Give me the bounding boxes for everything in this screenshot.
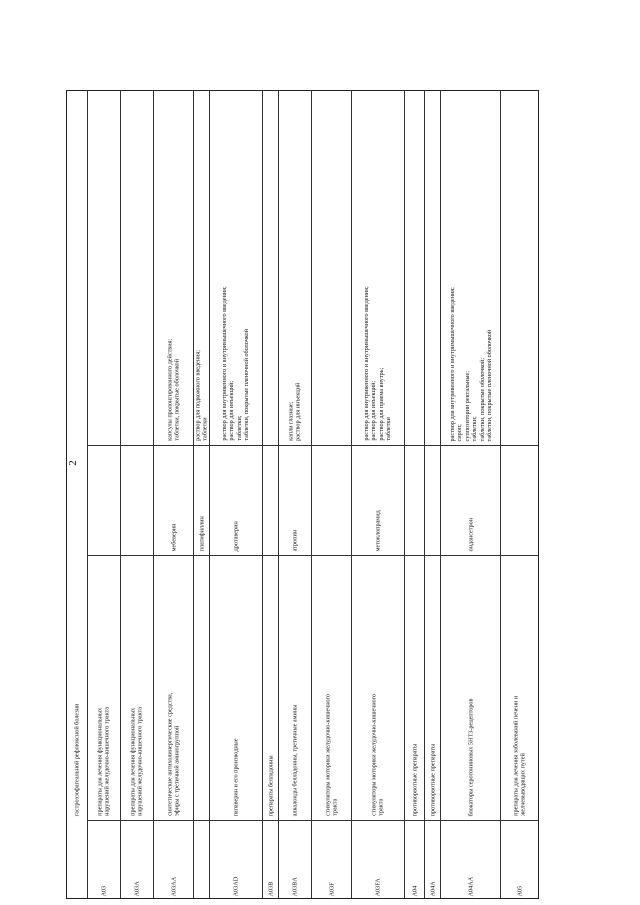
drug-inn: ондансетрон	[466, 517, 474, 551]
atc-code-cell	[263, 820, 278, 900]
drug-inn: дротаверин	[232, 520, 240, 551]
atc-code-cell	[121, 820, 153, 900]
column-divider	[87, 445, 538, 446]
atc-code: A05	[515, 885, 523, 896]
dosage-forms-cell	[501, 91, 538, 445]
page-number: 2	[67, 460, 79, 466]
drug-inn-cell	[405, 445, 424, 555]
group-name: препараты для лечения заболеваний печени и желчевыводящих путей	[512, 696, 527, 816]
group-name: противорвотные препараты	[410, 743, 418, 816]
group-name-cell	[279, 555, 311, 820]
table-row	[500, 91, 538, 898]
atc-code: A03AA	[169, 876, 177, 896]
atc-code-cell	[312, 820, 351, 900]
dosage-forms: раствор для внутривенного и внутримышечного введения; раствор для инъекций; раствор для приема внутрь; таблетки	[363, 286, 393, 441]
column-divider	[87, 820, 538, 821]
group-name: синтетические антихолинергические средства, эфиры с третичной аминогруппой	[166, 692, 181, 816]
drug-inn-cell	[425, 445, 440, 555]
dosage-forms-cell	[194, 91, 209, 445]
group-name: противорвотные препараты	[428, 743, 436, 816]
drug-inn-cell	[501, 445, 538, 555]
group-name: препараты для лечения функциональных нарушений желудочно-кишечного тракта	[96, 707, 111, 816]
group-name-cell	[441, 555, 500, 820]
atc-code: A03F	[327, 881, 335, 896]
drug-table	[66, 90, 539, 899]
atc-code-cell	[279, 820, 311, 900]
table-row	[404, 91, 424, 898]
drug-inn-cell	[210, 445, 262, 555]
group-name-cell	[405, 555, 424, 820]
table-row	[67, 91, 87, 898]
atc-code: A04AA	[466, 876, 474, 896]
group-name: стимуляторы моторики желудочно-кишечного тракта	[324, 694, 339, 816]
atc-code: A03BA	[291, 876, 299, 896]
atc-code: A03B	[266, 881, 274, 896]
dosage-forms-cell	[352, 91, 404, 445]
atc-code-cell	[441, 820, 500, 900]
group-name-cell	[67, 555, 87, 820]
dosage-forms: раствор для внутривенного и внутримышечного введения; сироп; суппозитории ректальные; таблетки; таблетки, покрытые оболочкой; таблетки, покрытые пленочной оболочкой	[448, 286, 493, 441]
dosage-forms-cell	[441, 91, 500, 445]
drug-inn-cell	[441, 445, 500, 555]
table-row	[87, 91, 120, 898]
column-divider	[87, 555, 538, 556]
atc-code-cell	[501, 820, 538, 900]
atc-code-cell	[154, 820, 193, 900]
dosage-forms-cell	[263, 91, 278, 445]
atc-code: A03FA	[374, 877, 382, 896]
dosage-forms: раствор для подкожного введения; таблетки	[194, 350, 209, 441]
group-name-cell	[501, 555, 538, 820]
table-row	[153, 91, 193, 898]
drug-inn: мебеверин	[169, 523, 177, 551]
atc-code-cell	[210, 820, 262, 900]
drug-inn-cell	[279, 445, 311, 555]
group-name: гастроэзофагеальной рефлюксной болезни	[73, 703, 81, 816]
dosage-forms-cell	[67, 91, 87, 445]
dosage-forms-cell	[312, 91, 351, 445]
group-name-cell	[210, 555, 262, 820]
atc-code-cell	[405, 820, 424, 900]
table-row	[193, 91, 209, 898]
group-name: стимуляторы моторики желудочно-кишечного тракта	[370, 694, 385, 816]
group-name-cell	[352, 555, 404, 820]
atc-code: A04	[410, 885, 418, 896]
dosage-forms-cell	[88, 91, 120, 445]
drug-inn-cell	[88, 445, 120, 555]
group-name-cell	[154, 555, 193, 820]
dosage-forms-cell	[425, 91, 440, 445]
group-name-cell	[425, 555, 440, 820]
table-row	[120, 91, 153, 898]
group-name-cell	[312, 555, 351, 820]
dosage-forms-cell	[154, 91, 193, 445]
dosage-forms-cell	[405, 91, 424, 445]
dosage-forms: капсулы пролонгированного действия; таблетки, покрытые оболочкой	[166, 339, 181, 441]
atc-code: A03AD	[232, 876, 240, 896]
drug-inn-cell	[194, 445, 209, 555]
group-name: папаверин и его производные	[232, 738, 240, 816]
table-row	[440, 91, 500, 898]
dosage-forms: раствор для внутривенного и внутримышечного введения; раствор для инъекций; таблетки; таблетки, покрытые пленочной оболочкой	[221, 286, 251, 441]
table-row	[424, 91, 440, 898]
group-name-cell	[88, 555, 120, 820]
group-name: алкалоиды белладонны, третичные амины	[291, 704, 299, 816]
drug-inn-cell	[121, 445, 153, 555]
drug-inn-cell	[67, 445, 87, 555]
drug-inn-cell	[154, 445, 193, 555]
table-row	[311, 91, 351, 898]
atc-code-cell	[425, 820, 440, 900]
dosage-forms: капли глазные; раствор для инъекций	[287, 382, 302, 441]
group-name-cell	[263, 555, 278, 820]
dosage-forms-cell	[121, 91, 153, 445]
drug-inn-cell	[352, 445, 404, 555]
atc-code-cell	[194, 820, 209, 900]
table-row	[278, 91, 311, 898]
atc-code: A03A	[133, 880, 141, 896]
atc-code-cell	[88, 820, 120, 900]
dosage-forms-cell	[210, 91, 262, 445]
group-name: блокаторы серотониновых 5HT3-рецепторов	[466, 698, 474, 816]
drug-inn: метоклопрамид	[374, 509, 382, 551]
atc-code-cell	[67, 820, 87, 900]
drug-inn-cell	[263, 445, 278, 555]
group-name: препараты для лечения функциональных нарушений желудочно-кишечного тракта	[129, 707, 144, 816]
dosage-forms-cell	[279, 91, 311, 445]
group-name-cell	[121, 555, 153, 820]
group-name: препараты белладонны	[266, 754, 274, 816]
atc-code-cell	[352, 820, 404, 900]
atc-code: A04A	[428, 880, 436, 896]
atc-code: A03	[100, 885, 108, 896]
group-name-cell	[194, 555, 209, 820]
drug-inn: атропин	[291, 529, 299, 551]
drug-inn-cell	[312, 445, 351, 555]
table-row	[262, 91, 278, 898]
table-row	[351, 91, 404, 898]
table-row	[209, 91, 262, 898]
drug-inn: платифиллин	[197, 515, 205, 551]
